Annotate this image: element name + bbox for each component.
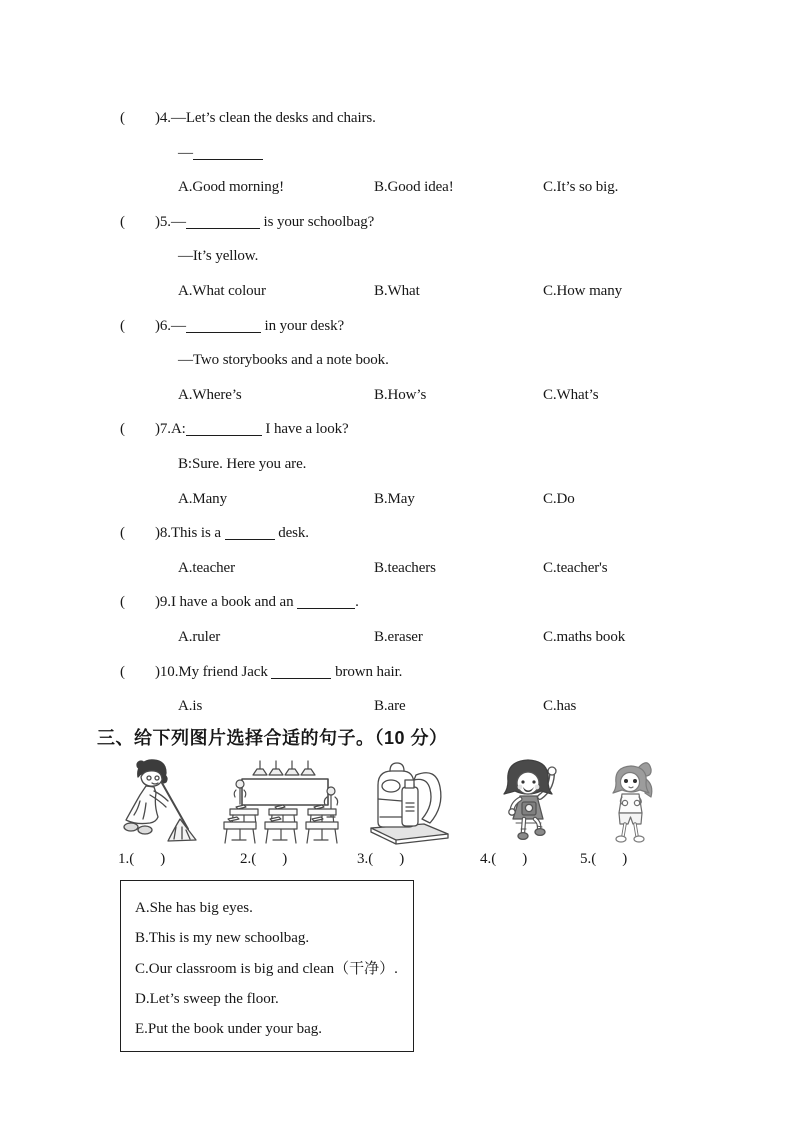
sentence-option-B: B.This is my new schoolbag. <box>135 930 310 947</box>
blank-underline <box>225 527 275 540</box>
blank-underline <box>297 596 355 609</box>
question-number: )8. <box>155 525 171 542</box>
question-options-line <box>120 620 760 655</box>
picture-girl-waving <box>493 755 565 843</box>
answer-slot-4 <box>480 846 527 872</box>
question-reply-line <box>120 239 760 274</box>
option-c: C.teacher's <box>543 559 608 576</box>
slot-close: ) <box>160 851 166 867</box>
option-c: C.How many <box>543 282 622 299</box>
blank-underline <box>193 147 263 160</box>
option-b: B.are <box>374 698 406 715</box>
option-b: B.teachers <box>374 559 436 576</box>
answer-slot-row <box>0 846 793 872</box>
question-number: )10. <box>155 663 179 680</box>
question-number: )9. <box>155 594 171 611</box>
question-reply-line <box>120 343 760 378</box>
question-options-line <box>120 378 760 413</box>
reply-text: B:Sure. Here you are. <box>178 455 307 472</box>
question-stem-line <box>120 101 760 136</box>
option-c: C.What’s <box>543 386 599 403</box>
picture-schoolbag <box>366 759 456 845</box>
stem-text: I have a book and an <box>170 594 298 611</box>
open-paren: ( <box>120 213 125 230</box>
question-options-line <box>120 551 760 586</box>
question-reply-line <box>120 447 760 482</box>
section3-heading: 三、给下列图片选择合适的句子。（10 分） <box>97 728 448 748</box>
stem-text-after: brown hair. <box>331 663 403 680</box>
option-a: A.ruler <box>178 628 221 645</box>
option-b: B.Good idea! <box>374 179 454 196</box>
question-reply-line <box>120 136 760 171</box>
question-stem-line <box>120 309 760 344</box>
answer-slot-3 <box>357 846 404 872</box>
question-number: )6. <box>155 317 171 334</box>
slot-open: 2.( <box>240 851 257 867</box>
option-b: B.How’s <box>374 386 427 403</box>
open-paren: ( <box>120 421 125 438</box>
option-c: C.has <box>543 698 577 715</box>
question-options-line <box>120 170 760 205</box>
picture-classroom <box>212 759 346 847</box>
question-stem-line <box>120 585 760 620</box>
slot-open: 5.( <box>580 851 597 867</box>
question-options-line <box>120 274 760 309</box>
girl-waving-illustration <box>493 755 565 843</box>
stem-text: — <box>170 317 186 334</box>
question-stem-line <box>120 516 760 551</box>
open-paren: ( <box>120 594 125 611</box>
stem-text: —Let’s clean the desks and chairs. <box>170 110 376 126</box>
option-b: B.eraser <box>374 628 423 645</box>
reply-text: —Two storybooks and a note book. <box>178 352 389 369</box>
blank-underline <box>186 320 261 333</box>
stem-text-after: I have a look? <box>261 421 349 438</box>
girl-ponytail-illustration <box>602 759 660 844</box>
slot-close: ) <box>522 851 528 867</box>
question-stem-line <box>120 412 760 447</box>
slot-close: ) <box>282 851 288 867</box>
open-paren: ( <box>120 525 125 542</box>
stem-text: — <box>170 213 186 230</box>
stem-text: A: <box>170 421 186 438</box>
sentence-choice-box <box>120 880 414 1052</box>
schoolbag-illustration <box>366 759 456 845</box>
answer-slot-1 <box>118 846 165 872</box>
multiple-choice-question-list <box>120 101 760 724</box>
slot-close: ) <box>399 851 405 867</box>
option-c: C.Do <box>543 490 575 507</box>
slot-open: 4.( <box>480 851 497 867</box>
stem-text: My friend Jack <box>178 663 272 680</box>
question-options-line <box>120 689 760 724</box>
blank-underline <box>271 666 331 679</box>
question-stem-line <box>120 205 760 240</box>
question-options-line <box>120 482 760 517</box>
girl-sweeping-illustration <box>116 757 202 845</box>
blank-underline <box>186 216 260 229</box>
sentence-option-E: E.Put the book under your bag. <box>135 1021 323 1038</box>
classroom-illustration <box>212 759 346 847</box>
stem-text-after: in your desk? <box>260 317 345 334</box>
open-paren: ( <box>120 663 125 680</box>
question-number: )7. <box>155 421 171 438</box>
stem-text-after: desk. <box>274 525 309 542</box>
slot-close: ) <box>622 851 628 867</box>
reply-text: — <box>178 144 193 161</box>
answer-slot-5 <box>580 846 627 872</box>
sentence-option-D: D.Let’s sweep the floor. <box>135 990 279 1007</box>
reply-text: —It’s yellow. <box>178 248 259 265</box>
option-c: C.maths book <box>543 628 626 645</box>
question-number: )4. <box>155 110 171 126</box>
picture-girl-sweeping <box>116 757 202 845</box>
blank-underline <box>186 423 262 436</box>
open-paren: ( <box>120 317 125 334</box>
option-b: B.May <box>374 490 415 507</box>
question-number: )5. <box>155 213 171 230</box>
stem-text-after: is your schoolbag? <box>259 213 375 230</box>
sentence-option-C: C.Our classroom is big and clean（干净）. <box>135 960 398 977</box>
answer-slot-2 <box>240 846 287 872</box>
picture-girl-ponytail <box>602 759 660 844</box>
option-a: A.Good morning! <box>178 179 284 196</box>
option-a: A.Many <box>178 490 227 507</box>
slot-open: 3.( <box>357 851 374 867</box>
option-b: B.What <box>374 282 420 299</box>
picture-row <box>0 753 793 848</box>
option-c: C.It’s so big. <box>543 179 619 196</box>
option-a: A.teacher <box>178 559 235 576</box>
option-a: A.What colour <box>178 282 266 299</box>
stem-text-after: . <box>355 594 359 611</box>
open-paren: ( <box>120 110 125 126</box>
slot-open: 1.( <box>118 851 135 867</box>
question-stem-line <box>120 655 760 690</box>
stem-text: This is a <box>170 525 225 542</box>
sentence-option-A: A.She has big eyes. <box>135 900 253 916</box>
option-a: A.is <box>178 698 203 715</box>
option-a: A.Where’s <box>178 386 242 403</box>
